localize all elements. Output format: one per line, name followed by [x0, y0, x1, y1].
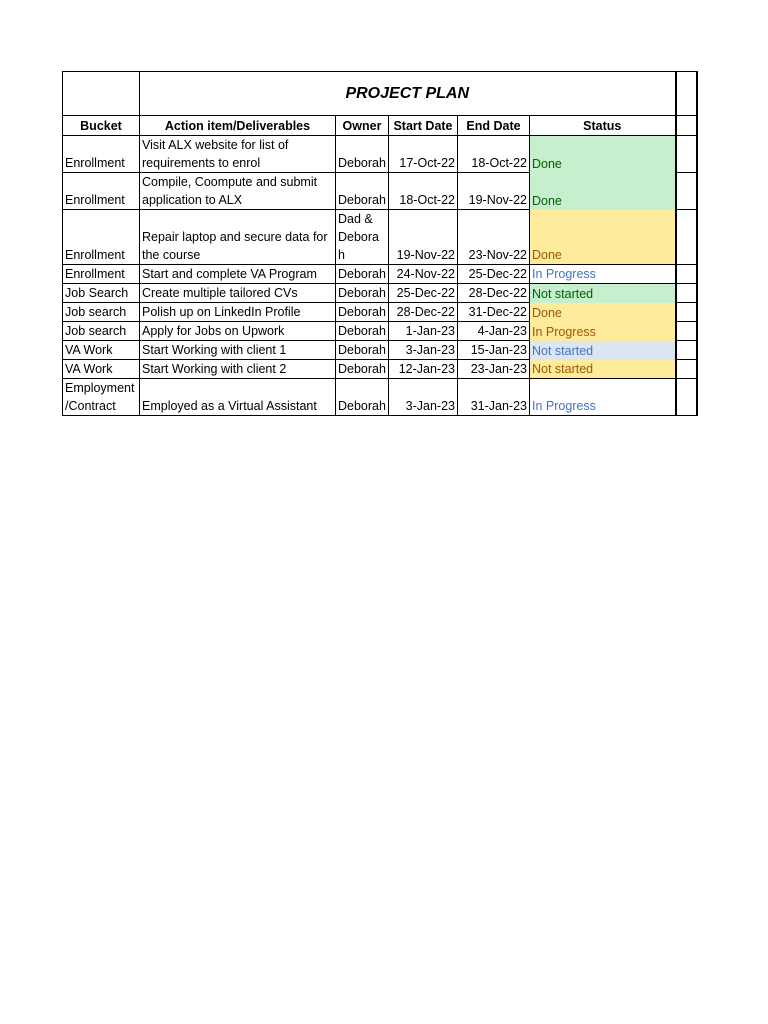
cell-edge[interactable]	[676, 116, 697, 136]
table-row	[63, 322, 697, 341]
header-end-date[interactable]: End Date	[458, 116, 530, 136]
table-row	[63, 284, 697, 303]
start-date-cell[interactable]: 25-Dec-22	[389, 284, 458, 303]
end-date-cell[interactable]: 23-Jan-23	[458, 360, 530, 379]
cell-edge[interactable]	[676, 303, 697, 322]
cell-edge[interactable]	[676, 210, 697, 265]
action-line: Visit ALX website for list of	[142, 138, 289, 152]
owner-cell[interactable]: Deborah	[336, 379, 389, 416]
start-date-cell[interactable]: 19-Nov-22	[389, 210, 458, 265]
status-cell[interactable]: In Progress	[530, 322, 676, 341]
cell-edge[interactable]	[676, 72, 697, 116]
action-line: the course	[142, 248, 201, 262]
start-date-cell[interactable]: 12-Jan-23	[389, 360, 458, 379]
start-date-cell[interactable]: 3-Jan-23	[389, 341, 458, 360]
start-date-cell[interactable]: 3-Jan-23	[389, 379, 458, 416]
action-cell[interactable]: Polish up on LinkedIn Profile	[140, 303, 336, 322]
owner-cell[interactable]	[336, 210, 389, 265]
status-cell[interactable]: Not started	[530, 360, 676, 379]
table-row	[63, 210, 697, 265]
action-cell[interactable]	[140, 136, 336, 173]
owner-cell[interactable]: Deborah	[336, 136, 389, 173]
cell-edge[interactable]	[676, 284, 697, 303]
cell-edge[interactable]	[676, 379, 697, 416]
owner-cell[interactable]: Deborah	[336, 341, 389, 360]
owner-cell[interactable]: Deborah	[336, 322, 389, 341]
table-row	[63, 303, 697, 322]
owner-cell[interactable]: Deborah	[336, 303, 389, 322]
cell-edge[interactable]	[676, 360, 697, 379]
bucket-line: Employment	[65, 381, 135, 395]
owner-cell[interactable]: Deborah	[336, 284, 389, 303]
status-cell[interactable]: In Progress	[530, 379, 676, 416]
bucket-cell[interactable]: Job search	[63, 322, 140, 341]
cell-edge[interactable]	[676, 341, 697, 360]
table-row	[63, 341, 697, 360]
action-line: requirements to enrol	[142, 156, 261, 170]
project-plan-table	[62, 71, 698, 416]
action-cell[interactable]	[140, 210, 336, 265]
end-date-cell[interactable]: 31-Jan-23	[458, 379, 530, 416]
status-cell[interactable]: Done	[530, 173, 676, 210]
start-date-cell[interactable]: 17-Oct-22	[389, 136, 458, 173]
action-line: Compile, Coompute and submit	[142, 175, 318, 189]
status-cell[interactable]: Done	[530, 136, 676, 173]
cell-edge[interactable]	[676, 173, 697, 210]
cell-edge[interactable]	[676, 322, 697, 341]
end-date-cell[interactable]: 23-Nov-22	[458, 210, 530, 265]
header-status[interactable]: Status	[530, 116, 676, 136]
bucket-cell[interactable]: VA Work	[63, 360, 140, 379]
status-cell[interactable]: Not started	[530, 341, 676, 360]
action-cell[interactable]: Employed as a Virtual Assistant	[140, 379, 336, 416]
header-start-date[interactable]: Start Date	[389, 116, 458, 136]
cell-edge[interactable]	[676, 136, 697, 173]
owner-cell[interactable]: Deborah	[336, 265, 389, 284]
action-cell[interactable]: Apply for Jobs on Upwork	[140, 322, 336, 341]
end-date-cell[interactable]: 19-Nov-22	[458, 173, 530, 210]
table-row	[63, 379, 697, 416]
cell-blank[interactable]	[63, 72, 140, 116]
page-title[interactable]: PROJECT PLAN	[140, 72, 676, 116]
status-cell[interactable]: Not started	[530, 284, 676, 303]
bucket-line: /Contract	[65, 399, 116, 413]
bucket-cell[interactable]: Enrollment	[63, 136, 140, 173]
start-date-cell[interactable]: 28-Dec-22	[389, 303, 458, 322]
action-cell[interactable]	[140, 173, 336, 210]
owner-line: Debora	[338, 230, 379, 244]
start-date-cell[interactable]: 24-Nov-22	[389, 265, 458, 284]
start-date-cell[interactable]: 18-Oct-22	[389, 173, 458, 210]
end-date-cell[interactable]: 18-Oct-22	[458, 136, 530, 173]
action-cell[interactable]: Create multiple tailored CVs	[140, 284, 336, 303]
table-row	[63, 265, 697, 284]
status-cell[interactable]: Done	[530, 210, 676, 265]
bucket-cell[interactable]: Enrollment	[63, 265, 140, 284]
owner-cell[interactable]: Deborah	[336, 360, 389, 379]
end-date-cell[interactable]: 28-Dec-22	[458, 284, 530, 303]
start-date-cell[interactable]: 1-Jan-23	[389, 322, 458, 341]
action-line: application to ALX	[142, 193, 243, 207]
table-row	[63, 136, 697, 173]
bucket-cell[interactable]: Job search	[63, 303, 140, 322]
action-cell[interactable]: Start and complete VA Program	[140, 265, 336, 284]
bucket-cell[interactable]: Enrollment	[63, 210, 140, 265]
end-date-cell[interactable]: 31-Dec-22	[458, 303, 530, 322]
header-bucket[interactable]: Bucket	[63, 116, 140, 136]
end-date-cell[interactable]: 4-Jan-23	[458, 322, 530, 341]
header-action[interactable]: Action item/Deliverables	[140, 116, 336, 136]
action-line: Repair laptop and secure data for	[142, 230, 328, 244]
bucket-cell[interactable]: Enrollment	[63, 173, 140, 210]
owner-line: h	[338, 248, 345, 262]
title-row	[63, 72, 697, 116]
owner-cell[interactable]: Deborah	[336, 173, 389, 210]
bucket-cell[interactable]: VA Work	[63, 341, 140, 360]
status-cell[interactable]: In Progress	[530, 265, 676, 284]
status-cell[interactable]: Done	[530, 303, 676, 322]
bucket-cell[interactable]: Job Search	[63, 284, 140, 303]
end-date-cell[interactable]: 15-Jan-23	[458, 341, 530, 360]
header-row	[63, 116, 697, 136]
table-row	[63, 173, 697, 210]
action-cell[interactable]: Start Working with client 1	[140, 341, 336, 360]
table-row	[63, 360, 697, 379]
cell-edge[interactable]	[676, 265, 697, 284]
action-cell[interactable]: Start Working with client 2	[140, 360, 336, 379]
bucket-cell[interactable]	[63, 379, 140, 416]
owner-line: Dad &	[338, 212, 373, 226]
end-date-cell[interactable]: 25-Dec-22	[458, 265, 530, 284]
header-owner[interactable]: Owner	[336, 116, 389, 136]
